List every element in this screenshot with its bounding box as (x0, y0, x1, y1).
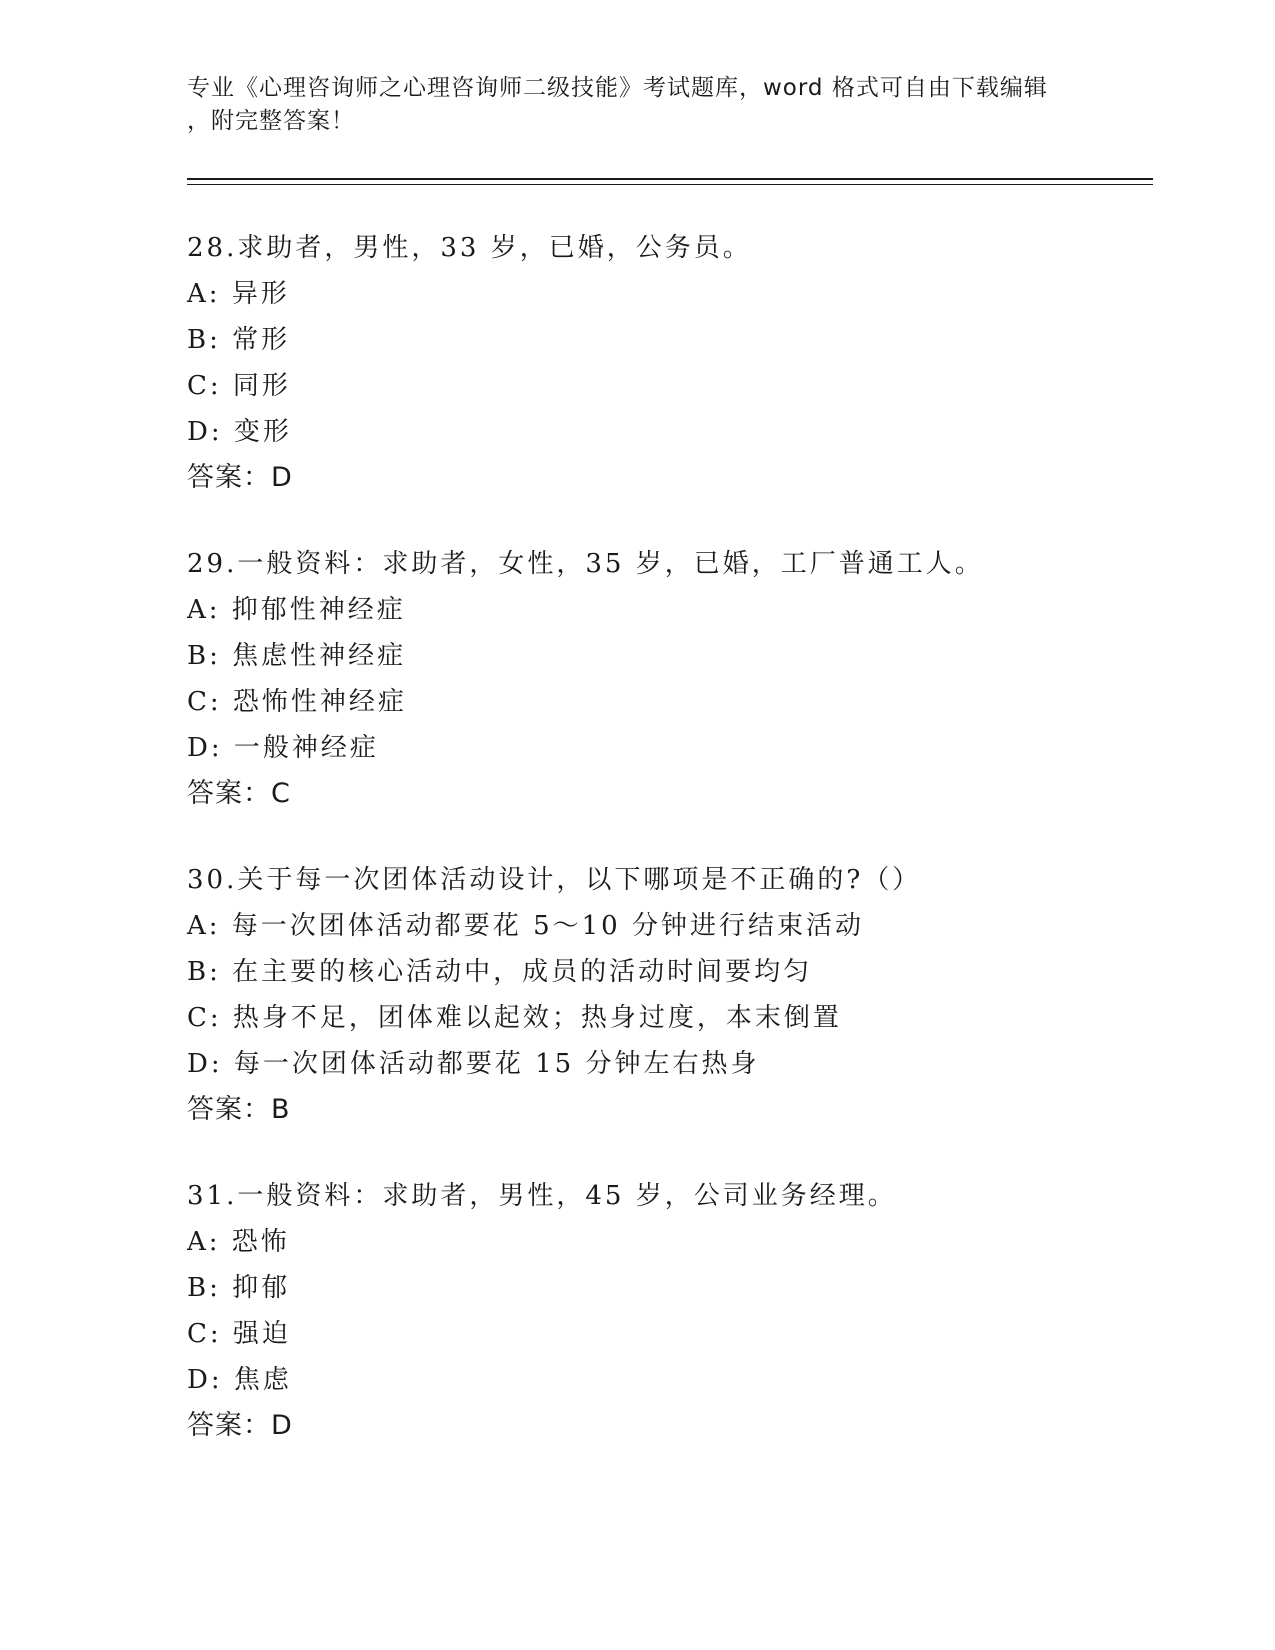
option-d: D: 一般神经症 (187, 733, 379, 763)
option-c: C: 强迫 (187, 1319, 291, 1349)
question-28 (187, 225, 1147, 501)
header-divider-thick (187, 178, 1153, 180)
document-header (187, 72, 1087, 138)
question-31 (187, 1173, 1147, 1449)
option-a: A: 异形 (187, 279, 290, 309)
question-stem: 30.关于每一次团体活动设计，以下哪项是不正确的?（） (187, 865, 922, 895)
option-a: A: 每一次团体活动都要花 5～10 分钟进行结束活动 (187, 911, 864, 941)
answer-line: 答案：D (187, 462, 293, 493)
question-30 (187, 857, 1147, 1133)
header-line-1: 专业《心理咨询师之心理咨询师二级技能》考试题库，word 格式可自由下载编辑 (187, 75, 1048, 101)
option-d: D: 变形 (187, 417, 292, 447)
option-b: B: 常形 (187, 325, 291, 355)
option-d: D: 焦虑 (187, 1365, 292, 1395)
question-stem: 31.一般资料：求助者，男性，45 岁，公司业务经理。 (187, 1181, 897, 1211)
header-divider-thin (187, 184, 1153, 185)
answer-line: 答案：C (187, 778, 291, 809)
option-b: B: 抑郁 (187, 1273, 291, 1303)
question-stem: 29.一般资料：求助者，女性，35 岁，已婚，工厂普通工人。 (187, 549, 984, 579)
option-c: C: 恐怖性神经症 (187, 687, 407, 717)
option-a: A: 恐怖 (187, 1227, 290, 1257)
option-b: B: 焦虑性神经症 (187, 641, 407, 671)
option-d: D: 每一次团体活动都要花 15 分钟左右热身 (187, 1049, 760, 1079)
answer-line: 答案：D (187, 1410, 293, 1441)
header-line-2: ，附完整答案！ (187, 108, 355, 134)
answer-line: 答案：B (187, 1094, 291, 1125)
question-stem: 28.求助者，男性，33 岁，已婚，公务员。 (187, 233, 752, 263)
question-29 (187, 541, 1147, 817)
option-b: B: 在主要的核心活动中，成员的活动时间要均匀 (187, 957, 813, 987)
option-c: C: 热身不足，团体难以起效；热身过度，本末倒置 (187, 1003, 842, 1033)
option-c: C: 同形 (187, 371, 291, 401)
option-a: A: 抑郁性神经症 (187, 595, 406, 625)
